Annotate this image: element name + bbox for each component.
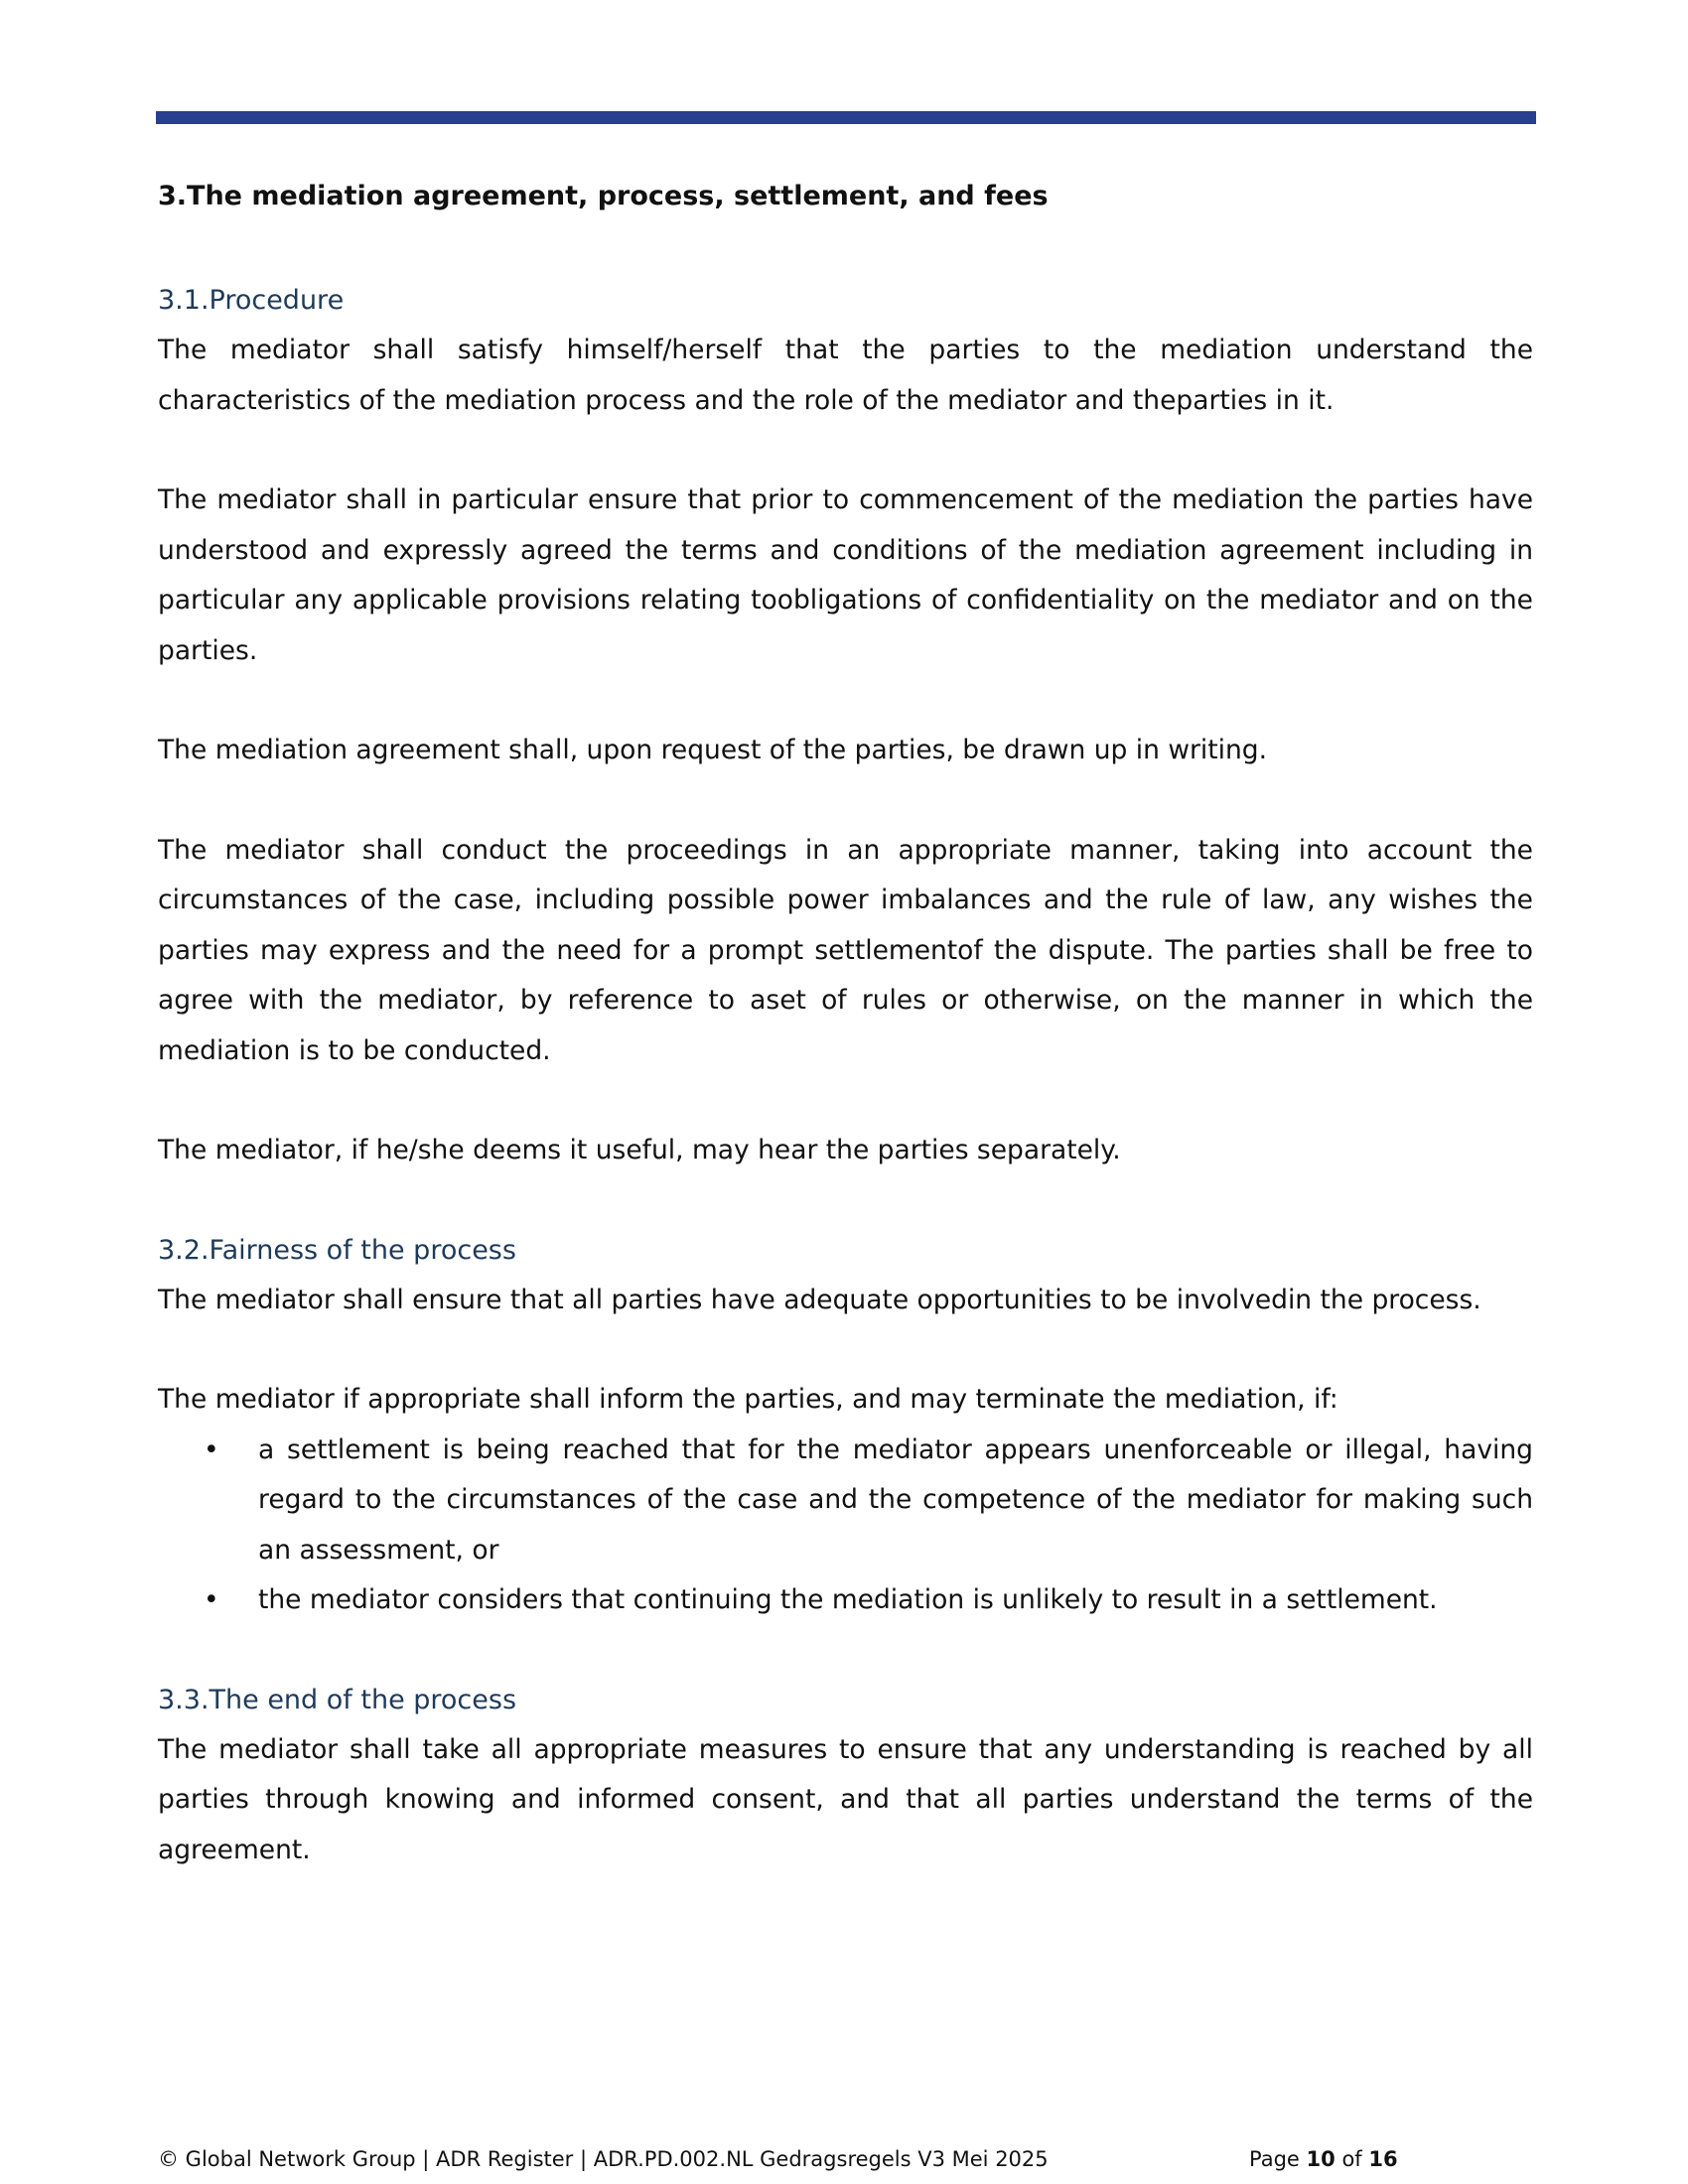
paragraph: The mediator shall take all appropriate measures to ensure that any understanding is reached by all parties through knowing and informed consent, and that all parties understand the terms of the agreement. [158,1733,1533,1865]
list-item [158,1426,1533,1576]
list-item-text: a settlement is being reached that for the mediator appears unenforceable or illegal, having regard to the circumstances of the case and the competence of the mediator for making such an assessment, or [258,1433,1533,1566]
paragraph: The mediator if appropriate shall inform the parties, and may terminate the mediation, if: [158,1384,1338,1415]
bullet-list [158,1426,1533,1626]
page-total: 16 [1368,2147,1398,2171]
subsection-heading-end: 3.3.The end of the process [158,1684,517,1715]
subsection-heading-fairness: 3.2.Fairness of the process [158,1234,516,1266]
header-rule [156,111,1536,124]
paragraph: The mediator, if he/she deems it useful, may hear the parties separately. [158,1135,1121,1165]
bullet-icon: • [204,1433,219,1465]
bullet-icon: • [204,1584,219,1615]
list-item-text: the mediator considers that continuing the mediation is unlikely to result in a settlement. [258,1584,1438,1615]
page-label: Page [1249,2147,1300,2171]
page-content [158,177,1533,1925]
page-indicator [1249,2146,1398,2172]
list-item [158,1575,1533,1626]
paragraph: The mediator shall in particular ensure that prior to commencement of the mediation the parties have understood and expressly agreed the terms and conditions of the mediation agreement including in particular any applicable provisions relating toobligations of confidentiality on the mediator and on the parties. [158,484,1533,666]
paragraph: The mediator shall ensure that all parties have adequate opportunities to be involvedin the process. [158,1284,1481,1315]
page-number: 10 [1306,2147,1336,2171]
paragraph: The mediator shall conduct the proceedings in an appropriate manner, taking into account the circumstances of the case, including possible power imbalances and the rule of law, any wishes the parties may express and the need for a prompt settlementof the dispute. The parties shall be free to agree with the mediator, by reference to aset of rules or otherwise, on the manner in which the mediation is to be conducted. [158,834,1533,1066]
paragraph: The mediation agreement shall, upon request of the parties, be drawn up in writing. [158,735,1268,765]
of-label: of [1341,2147,1362,2171]
subsection-heading-procedure: 3.1.Procedure [158,285,345,316]
footer-copyright: © Global Network Group | ADR Register | ADR.PD.002.NL Gedragsregels V3 Mei 2025 [158,2147,1049,2171]
paragraph: The mediator shall satisfy himself/herself that the parties to the mediation understand the characteristics of the mediation process and the role of the mediator and theparties in it. [158,335,1533,416]
section-title: 3.The mediation agreement, process, settlement, and fees [158,181,1049,211]
